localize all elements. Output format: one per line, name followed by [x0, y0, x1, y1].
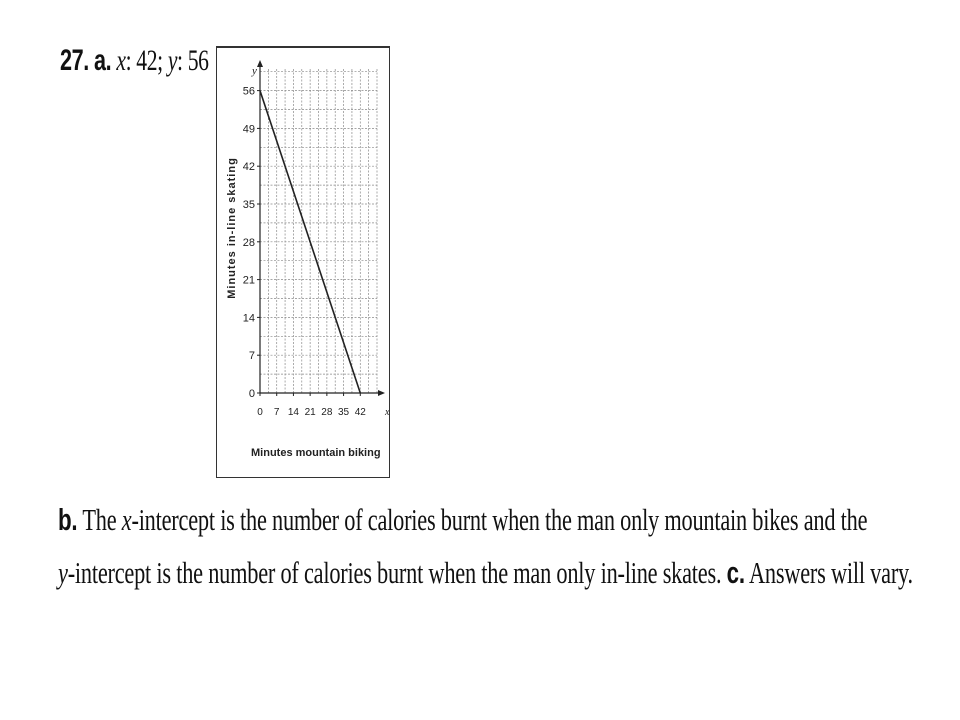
y-tick-label: 7: [248, 350, 255, 363]
part-a-answer: [60, 44, 209, 78]
y-axis-arrow: [257, 60, 263, 67]
x-tick-label: 28: [321, 407, 333, 418]
y-tick-label: 14: [242, 312, 255, 325]
part-b-y-variable: y: [58, 555, 68, 590]
y-tick-label: 42: [242, 161, 255, 174]
part-b-x-variable: x: [121, 502, 132, 537]
x-axis-letter: x: [385, 407, 390, 418]
chart-frame: [216, 46, 390, 478]
problem-number: 27.: [60, 44, 89, 77]
x-axis-title: Minutes mountain biking: [251, 447, 381, 459]
part-b-text-2: -intercept is the number of calories burnt when the man only in-line skates.: [67, 555, 727, 590]
y-tick-label: 35: [242, 199, 255, 211]
part-b-text-1b: -intercept is the number of calories burnt when the man only mountain bikes and the: [131, 502, 868, 537]
intercepts-chart: [217, 48, 389, 478]
x-axis-arrow: [378, 390, 385, 396]
part-b-line-2: [58, 555, 913, 591]
y-axis-title: Minutes in-line skating: [226, 157, 238, 299]
x-tick-label: 35: [338, 407, 350, 418]
y-tick-label: 0: [248, 388, 255, 400]
x-intercept-value: : 42;: [125, 44, 168, 77]
y-tick-label: 49: [242, 123, 255, 136]
part-b-label: b.: [58, 502, 78, 537]
x-tick-label: 42: [354, 407, 366, 418]
part-c-label: c.: [726, 555, 745, 590]
x-tick-label: 21: [304, 407, 316, 418]
x-tick-label: 14: [287, 407, 299, 418]
part-b-line-1: [58, 502, 867, 538]
x-tick-label: 7: [273, 407, 280, 418]
y-tick-label: 56: [242, 85, 255, 98]
x-variable: x: [116, 44, 126, 77]
y-intercept-value: : 56: [177, 44, 209, 77]
y-variable: y: [167, 44, 178, 77]
part-a-label: a.: [93, 44, 112, 77]
part-c-text: Answers will vary.: [744, 555, 913, 590]
part-b-text-1a: The: [77, 502, 122, 537]
y-axis-letter: y: [252, 65, 257, 77]
y-tick-label: 28: [242, 236, 255, 249]
x-tick-label: 0: [257, 407, 263, 418]
y-tick-label: 21: [242, 274, 255, 287]
